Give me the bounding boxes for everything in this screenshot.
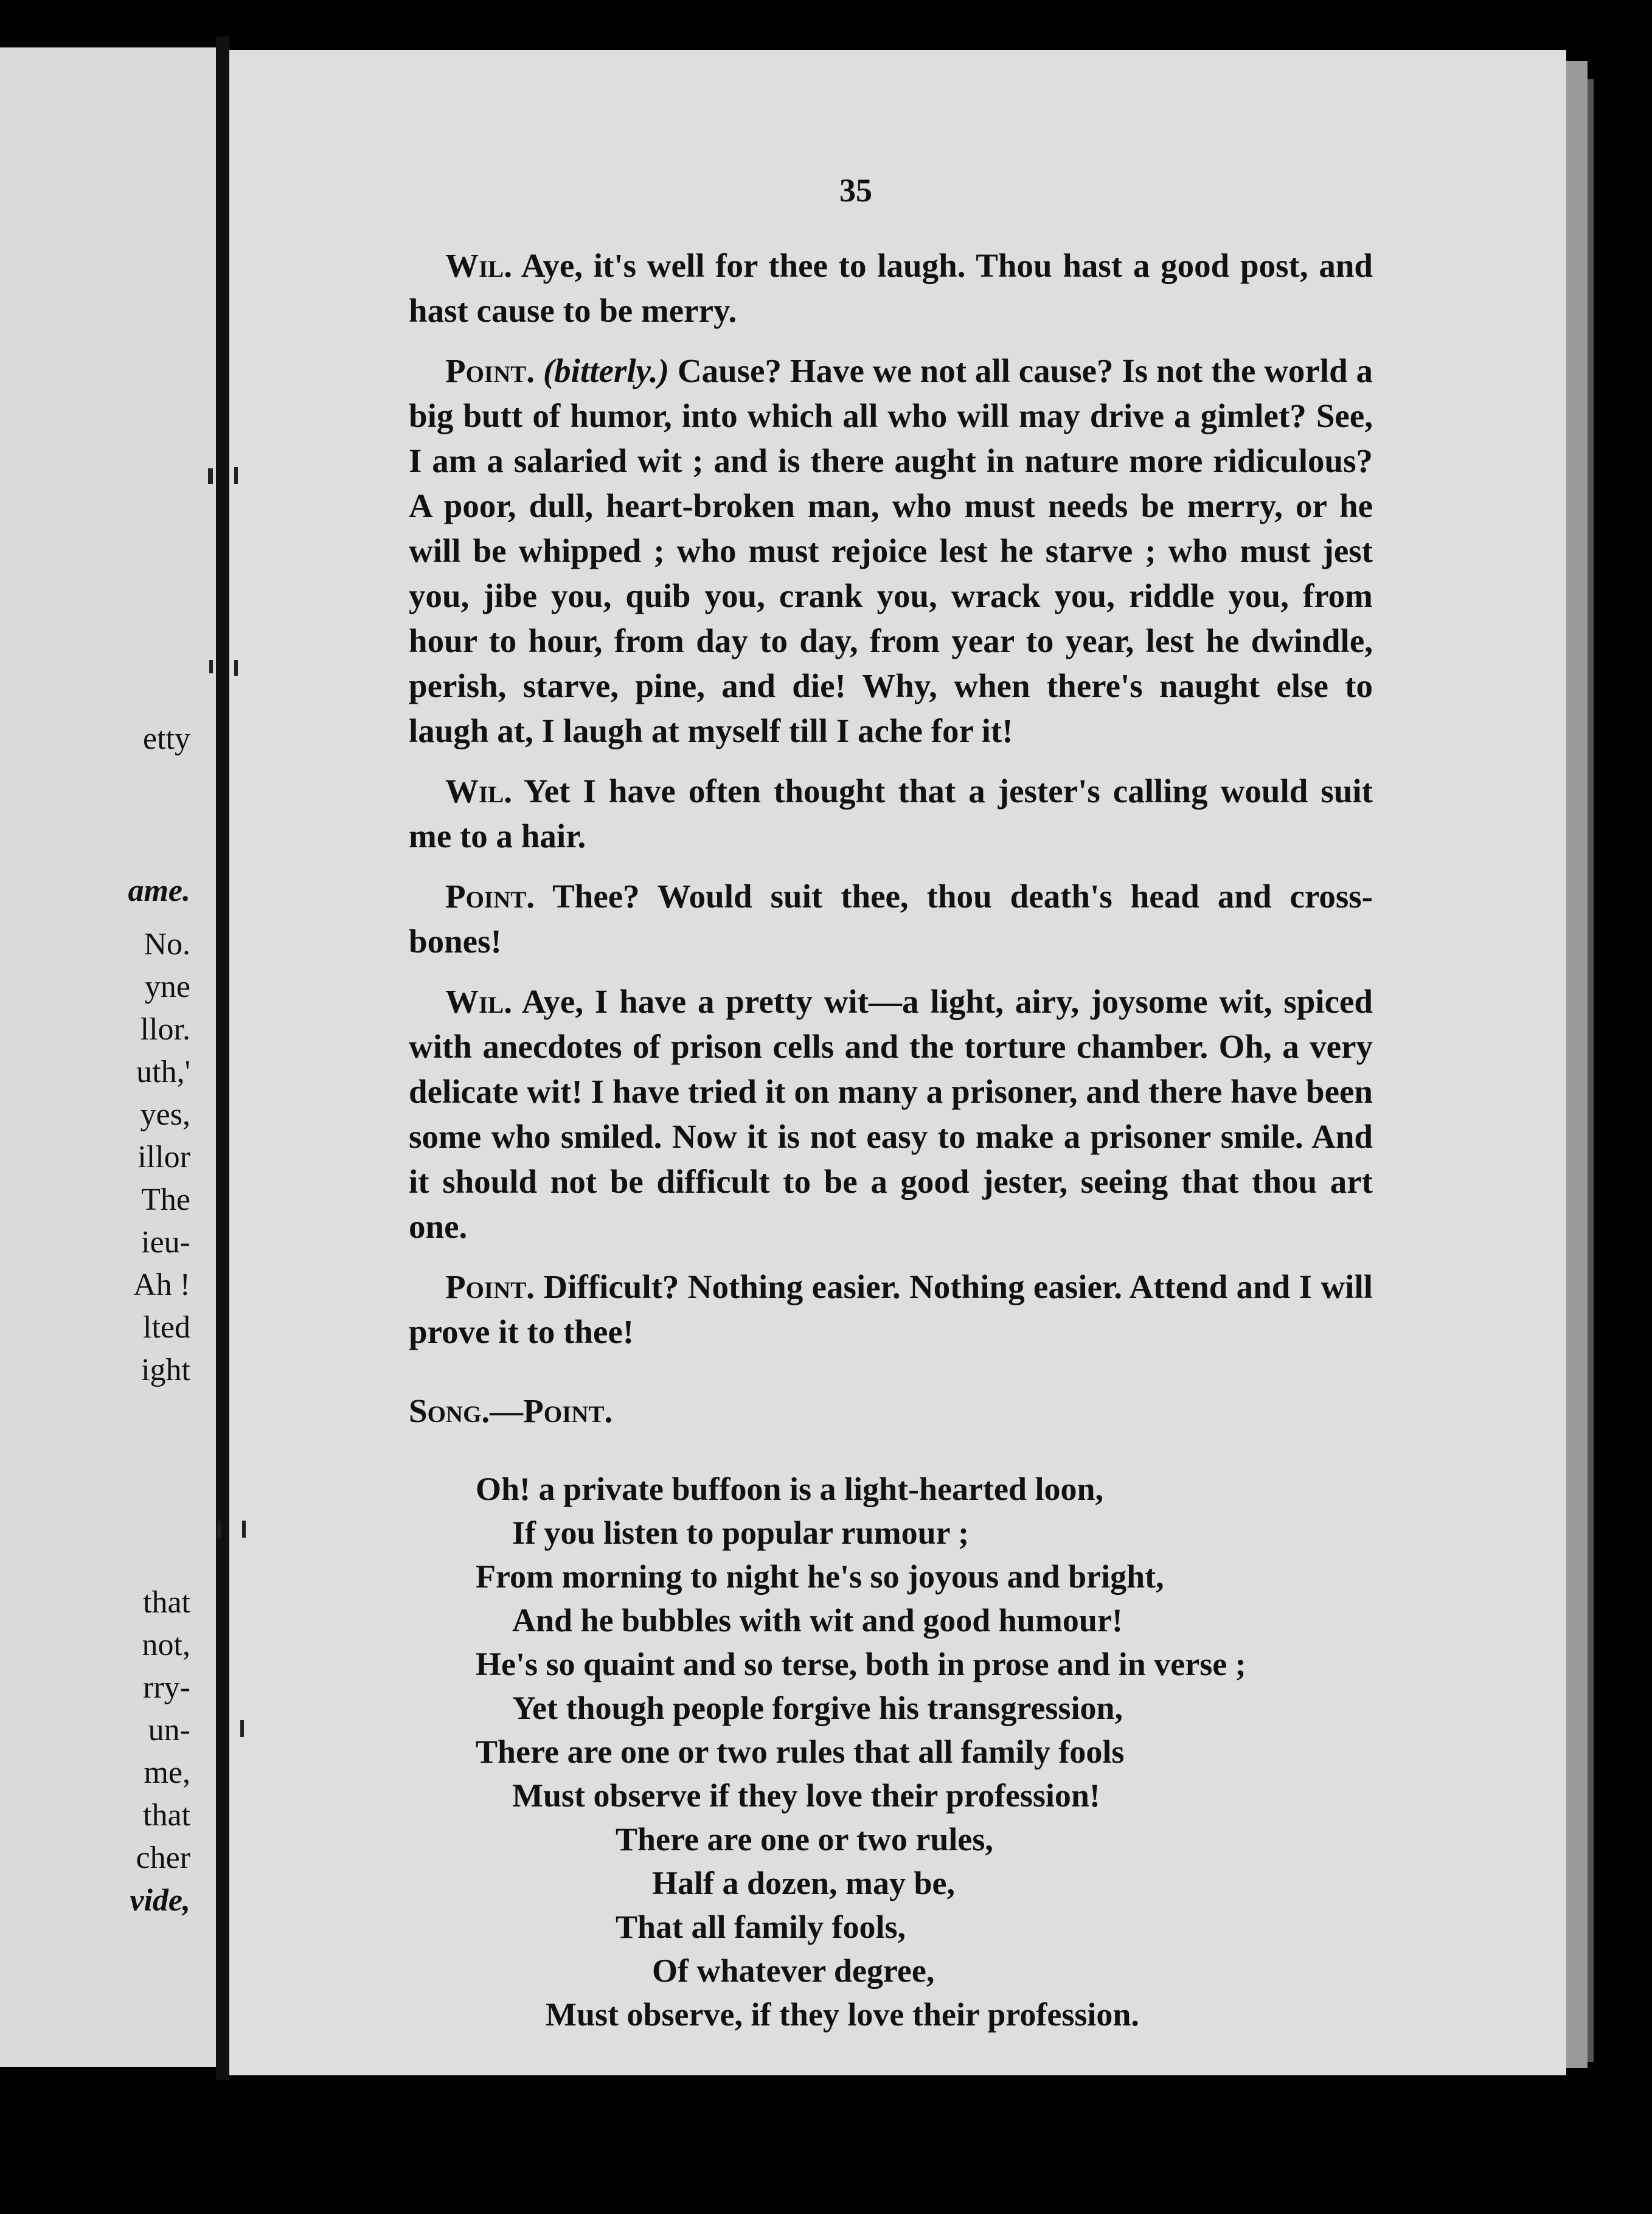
song-line: He's so quaint and so terse, both in prose and in verse ; — [476, 1646, 1246, 1682]
page-body — [409, 243, 1373, 2036]
dialogue-line — [409, 979, 1373, 1249]
song-line: From morning to night he's so joyous and bright, — [476, 1558, 1164, 1595]
scan-mark — [208, 468, 213, 484]
left-page-fragment: rry- — [143, 1670, 190, 1705]
left-page-fragment: vide, — [130, 1883, 190, 1918]
scan-mark — [217, 1521, 221, 1538]
song-line: Must observe if they love their profession! — [512, 1777, 1100, 1814]
page-edge-shadow — [1588, 79, 1594, 2062]
song-title: Song.—Point. — [409, 1392, 613, 1429]
left-page-fragment: yne — [144, 970, 190, 1004]
left-page-fragment-group-2 — [0, 870, 216, 1392]
dialogue-text: Thee? Would suit thee, thou death's head and cross-bones! — [409, 878, 1373, 960]
left-page-fragment: lted — [143, 1310, 190, 1345]
song-line: And he bubbles with wit and good humour! — [512, 1602, 1123, 1639]
stage-direction: (bitterly.) — [543, 352, 670, 389]
left-page-fragment: that — [143, 1798, 190, 1833]
left-page-fragment: illor — [137, 1140, 190, 1175]
left-page-fragment: ieu- — [141, 1225, 190, 1260]
song-line: If you listen to popular rumour ; — [512, 1515, 970, 1551]
scan-mark — [209, 660, 213, 673]
left-page-fragment: llor. — [140, 1012, 190, 1047]
scan-mark — [234, 467, 238, 484]
song-line: Of whatever degree, — [652, 1952, 935, 1989]
song-line: Must observe, if they love their profession. — [546, 1996, 1139, 2033]
speaker-name: Point. — [445, 878, 535, 915]
page-edge — [1566, 61, 1588, 2068]
left-page-fragment: ame. — [128, 873, 190, 908]
left-page-fragment: cher — [136, 1841, 190, 1875]
song-line: Half a dozen, may be, — [652, 1865, 955, 1901]
left-page-fragment: un- — [148, 1713, 190, 1747]
dialogue-line — [409, 874, 1373, 964]
page-number: 35 — [839, 172, 872, 209]
dialogue-text: Aye, I have a pretty wit—a light, airy, joysome wit, spiced with anecdotes of prison cells and the torture chamber. Oh, a very delicate wit! I have tried it on many a prisoner, and there have been some who smiled. Now it is not easy to make a prisoner smile. And it should not be difficult to be a good jester, seeing that thou art one. — [409, 983, 1373, 1245]
speaker-name: Wil. — [445, 983, 512, 1020]
song-line: Oh! a private buffoon is a light-hearted loon, — [476, 1471, 1104, 1507]
dialogue-text: Difficult? Nothing easier. Nothing easier. Attend and I will prove it to thee! — [409, 1268, 1373, 1350]
left-page-fragment: not, — [142, 1628, 190, 1662]
dialogue-text: Yet I have often thought that a jester's calling would suit me to a hair. — [409, 772, 1373, 855]
speaker-name: Wil. — [445, 772, 512, 810]
left-page-fragment: me, — [144, 1755, 190, 1790]
book-gutter — [216, 36, 229, 2080]
scan-mark — [240, 1720, 244, 1737]
scan-mark — [242, 1521, 246, 1538]
left-page-fragment: yes, — [140, 1097, 190, 1132]
song-line: That all family fools, — [616, 1909, 906, 1945]
song-line: Yet though people forgive his transgression, — [512, 1690, 1123, 1726]
speaker-name: Wil. — [445, 247, 512, 284]
left-page-fragment: that — [143, 1585, 190, 1620]
speaker-name: Point. — [445, 1268, 535, 1305]
song-line: There are one or two rules that all family fools — [476, 1733, 1125, 1770]
dialogue-text: Cause? Have we not all cause? Is not the world a big butt of humor, into which all who will may drive a gimlet? See, I am a salaried wit ; and is there aught in nature more ridiculous? A poor, dull, heart-broken man, who must needs be merry, or he will be whipped ; who must rejoice lest he starve ; who must jest you, jibe you, quib you, crank you, wrack you, riddle you, from hour to hour, from day to day, from year to year, lest he dwindle, perish, starve, pine, and die! Why, when there's naught else to laugh at, I laugh at myself till I ache for it! — [409, 352, 1373, 749]
dialogue-line — [409, 769, 1373, 859]
dialogue-line — [409, 349, 1373, 754]
song-verse — [409, 1467, 1373, 2036]
scan-mark — [234, 660, 238, 676]
song-line: There are one or two rules, — [616, 1821, 993, 1858]
left-page-fragment-group-3 — [0, 1581, 216, 1922]
left-page-fragment-group-1 — [0, 718, 216, 760]
left-page-fragment: The — [141, 1182, 190, 1217]
left-page-fragment: etty — [143, 721, 190, 756]
left-page-fragment: ight — [141, 1353, 190, 1387]
dialogue-line — [409, 243, 1373, 333]
dialogue-line — [409, 1265, 1373, 1355]
dialogue-text: Aye, it's well for thee to laugh. Thou hast a good post, and hast cause to be merry. — [409, 247, 1373, 329]
speaker-name: Point. — [445, 352, 535, 389]
left-page-fragment: uth,' — [136, 1055, 190, 1089]
left-page-fragment: No. — [144, 927, 190, 962]
left-page-fragment: Ah ! — [133, 1268, 190, 1302]
